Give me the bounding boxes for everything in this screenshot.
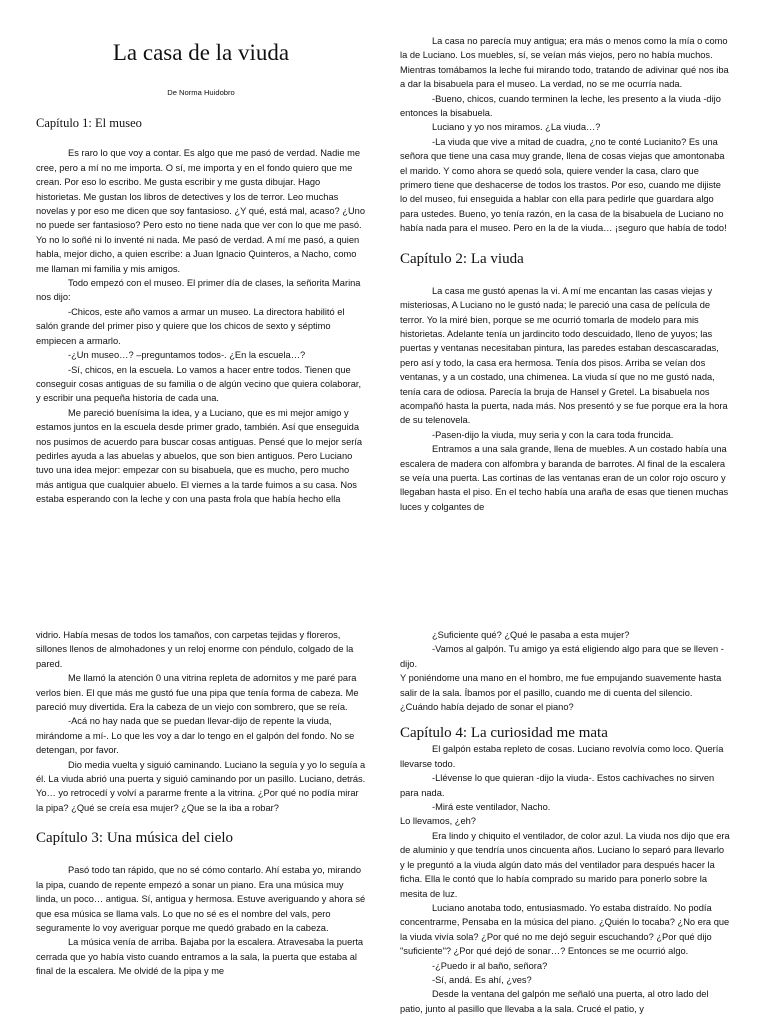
paragraph: La casa me gustó apenas la vi. A mí me encantan las casas viejas y misteriosas, A Luciano no le gustó nada; le pareció una casa de película de terror. Yo la miré bien, porque se me ocurrió tomarla de modelo para mis historietas. Adelante tenía un jardincito todo descuidado, lleno de yuyos; las puertas y ventanas necesitaban pintura, las paredes estaban descascaradas, pero así y todo, la casa era hermosa. Tenía dos pisos. Arriba se veían dos ventanas, y a un costado, una chimenea. La viuda sí que no me gustó nada, tenía cara de odiosa. Parecía la bruja de Hansel y Gretel. La bisabuela nos acompañó hasta la puerta, nada más. Nos presentó y se fue porque era la hora de su telenovela. <box>400 285 728 426</box>
paragraph: -Mirá este ventilador, Nacho. <box>432 802 551 813</box>
paragraph: -La viuda que vive a mitad de cuadra, ¿no te conté Lucianito? Es una señora que tiene una casa muy grande, llena de cosas viejas que amontonaba el marido. Y como ahora se quedó sola, quiere vender la casa, claro que primero tiene que deshacerse de todos los trastos. Por eso, cuando me dijiste lo del museo, fui enseguida a hablar con ella para pedirle que guardara algo para ustedes. Bueno, yo tenía razón, en la casa de la bisabuela de Luciano no había nada para el museo. Pero en la de la viuda… ¡seguro que había de todo! <box>400 136 727 234</box>
paragraph: Era lindo y chiquito el ventilador, de color azul. La viuda nos dijo que era de aluminio y que tendría unos cincuenta años. Luciano lo separó para llevarlo y le preguntó a la viuda algún dato más del ventilador para después hacer la ficha. Ella le contó que lo había comprado su marido para ponerlo sobre la mesita de luz. <box>400 830 730 899</box>
column-bottom-right <box>400 624 730 1024</box>
paragraph: -Acá no hay nada que se puedan llevar-dijo de repente la viuda, mirándome a mí-. Lo que les voy a dar lo tengo en el galpón del fondo. No se detengan, por favor. <box>36 716 355 756</box>
paragraph: ¿Suficiente qué? ¿Qué le pasaba a esta mujer? <box>432 630 630 640</box>
paragraph: Pasó todo tan rápido, que no sé cómo contarlo. Ahí estaba yo, mirando la pipa, cuando de repente empezó a sonar un piano. Era una música muy linda, un poco… antigua. Sí, antigua y hermosa. Estuve averiguando y ahora sé que esa música se llama vals. Lo que no sé es el nombre del vals, pero seguramente lo voy averiguar porque me quedó grabado en la cabeza. <box>36 865 366 933</box>
paragraph: Dio media vuelta y siguió caminando. Luciano la seguía y yo lo seguía a él. La viuda abrió una puerta y siguió caminando por un pasillo. Luciano, detrás. Yo… yo retrocedí y volví a pararme frente a la vitrina. ¿Por qué no podía mirar la pipa? ¿Qué se creía esa mujer? ¿Que se la iba a robar? <box>36 759 366 813</box>
paragraph: Entramos a una sala grande, llena de muebles. A un costado había una escalera de madera con alfombra y baranda de barrotes. Al final de la escalera se veía una puerta. Las cortinas de las ventanas eran de un color rojo oscuro y llegaban hasta el piso. En el techo había una araña de esas que tienen muchas luces y colgantes de <box>400 444 729 512</box>
chapter-2-heading: Capítulo 2: La viuda <box>400 250 524 267</box>
column-top-right <box>400 0 730 560</box>
paragraph: Luciano anotaba todo, entusiasmado. Yo estaba distraído. No podía concentrarme, Pensaba en la música del piano. ¿Quién lo tocaba? ¿No era que la viuda vivía sola? ¿Por qué no me dejó seguir escuchando? ¿Por qué dijo "suficiente"? ¿Por qué dejó de sonar…? Entonces se me ocurrió algo. <box>400 902 730 957</box>
paragraph: Desde la ventana del galpón me señaló una puerta, al otro lado del patio, junto al pasillo que llevaba a la sala. Crucé el patio, y <box>400 989 709 1014</box>
paragraph: vidrio. Había mesas de todos los tamaños, con carpetas tejidas y floreros, sillones llenos de almohadones y un reloj enorme con péndulo, colgado de la pared. <box>36 630 354 669</box>
paragraph: Me pareció buenísima la idea, y a Luciano, que es mi mejor amigo y estamos juntos en la escuela desde primer grado, también. Así que enseguida nos pusimos de acuerdo para buscar cosas antiguas. Pensé que lo mejor sería pedirles ayuda a las abuelas y abuelos, que son bien antiguos. Pero Luciano tuvo una idea mejor: empezar con su bisabuela, que es mucho, pero mucho más antigua que cualquier abuelo. El viernes a la tarde fuimos a su casa. Nos estaba esperando con la leche y con una pasta frola que había hecho ella <box>36 407 363 505</box>
paragraph: Todo empezó con el museo. El primer día de clases, la señorita Marina nos dijo: <box>36 278 361 303</box>
paragraph: Y poniéndome una mano en el hombro, me fue empujando suavemente hasta salir de la sala. Íbamos por el pasillo, cuando me di cuenta del silencio. ¿Cuándo había dejado de sonar el piano? <box>400 673 722 713</box>
column-bottom-left <box>36 624 366 1024</box>
paragraph: -Sí, andá. Es ahí, ¿ves? <box>432 974 532 985</box>
paragraph: -Vamos al galpón. Tu amigo ya está eligiendo algo para que se lleven -dijo. <box>400 644 724 669</box>
paragraph: Me llamó la atención 0 una vitrina repleta de adornitos y me paré para verlos bien. El que más me gustó fue una pipa que tenía forma de cabeza. Me pareció muy divertida. Era la cabeza de un viejo con sombrero, que se reía. <box>36 673 359 713</box>
column-top-left <box>36 0 366 560</box>
paragraph: -Chicos, este año vamos a armar un museo. La directora habilitó el salón grande del primer piso y quiere que los chicos de sexto y séptimo empiecen a armarlo. <box>36 306 345 346</box>
paragraph: -Sí, chicos, en la escuela. Lo vamos a hacer entre todos. Tienen que conseguir cosas antiguas de su familia o de algún vecino que quiera colaborar, y escribir una pequeña historia de cada una. <box>36 364 362 404</box>
paragraph: El galpón estaba repleto de cosas. Luciano revolvía como loco. Quería llevarse todo. <box>400 744 724 769</box>
chapter-1-heading: Capítulo 1: El museo <box>36 116 142 131</box>
document-title: La casa de la viuda <box>112 40 290 65</box>
paragraph: -Pasen-dijo la viuda, muy seria y con la cara toda fruncida. <box>432 429 674 440</box>
paragraph: -Llévense lo que quieran -dijo la viuda-. Estos cachivaches no sirven para nada. <box>400 773 715 798</box>
chapter-3-heading: Capítulo 3: Una música del cielo <box>36 830 234 847</box>
paragraph: -Bueno, chicos, cuando terminen la leche, les presento a la viuda -dijo entonces la bisabuela. <box>400 93 721 119</box>
paragraph: -¿Un museo…? –preguntamos todos-. ¿En la escuela…? <box>68 350 306 361</box>
paragraph: Es raro lo que voy a contar. Es algo que me pasó de verdad. Nadie me cree, pero a mí no me importa. O sí, me importa y en el fondo quiero que me crean. Por eso lo escribo. Me gusta escribir y me gusta dibujar. Hago historietas. Me gustan los libros de detectives y los de terror. Leo muchas novelas y por eso me dicen que soy fantasioso. ¿Y qué, está mal, acaso? ¿Uno no puede ser fantasioso? Pero esto no tiene nada que ver con lo que me pasó. Yo no lo soñé ni lo inventé ni nada. Me pasó de verdad. A mí me pasó, a quien habla, mejor dicho, a quien escribe: a Juan Ignacio Quinteros, a Nacho, como me llaman mi familia y mis amigos. <box>36 148 366 274</box>
chapter-4-heading: Capítulo 4: La curiosidad me mata <box>400 725 608 742</box>
paragraph: Luciano y yo nos miramos. ¿La viuda…? <box>432 122 601 133</box>
paragraph: La casa no parecía muy antigua; era más o menos como la mía o como la de Luciano. Los muebles, sí, se veían más viejos, pero no había muchos. Mientras tomábamos la leche fui mirando todo, tratando de adivinar qué nos iba a dar la bisabuela para el museo. La verdad, no se me ocurría nada. <box>400 36 729 90</box>
author-line: De Norma Huidobro <box>167 88 235 97</box>
paragraph: Lo llevamos, ¿eh? <box>400 816 476 827</box>
paragraph: -¿Puedo ir al baño, señora? <box>432 960 548 971</box>
paragraph: La música venía de arriba. Bajaba por la escalera. Atravesaba la puerta cerrada que yo había visto cuando entramos a la sala, la puerta que estaba al final de la escalera. Me olvidé de la pipa y me <box>36 937 364 977</box>
